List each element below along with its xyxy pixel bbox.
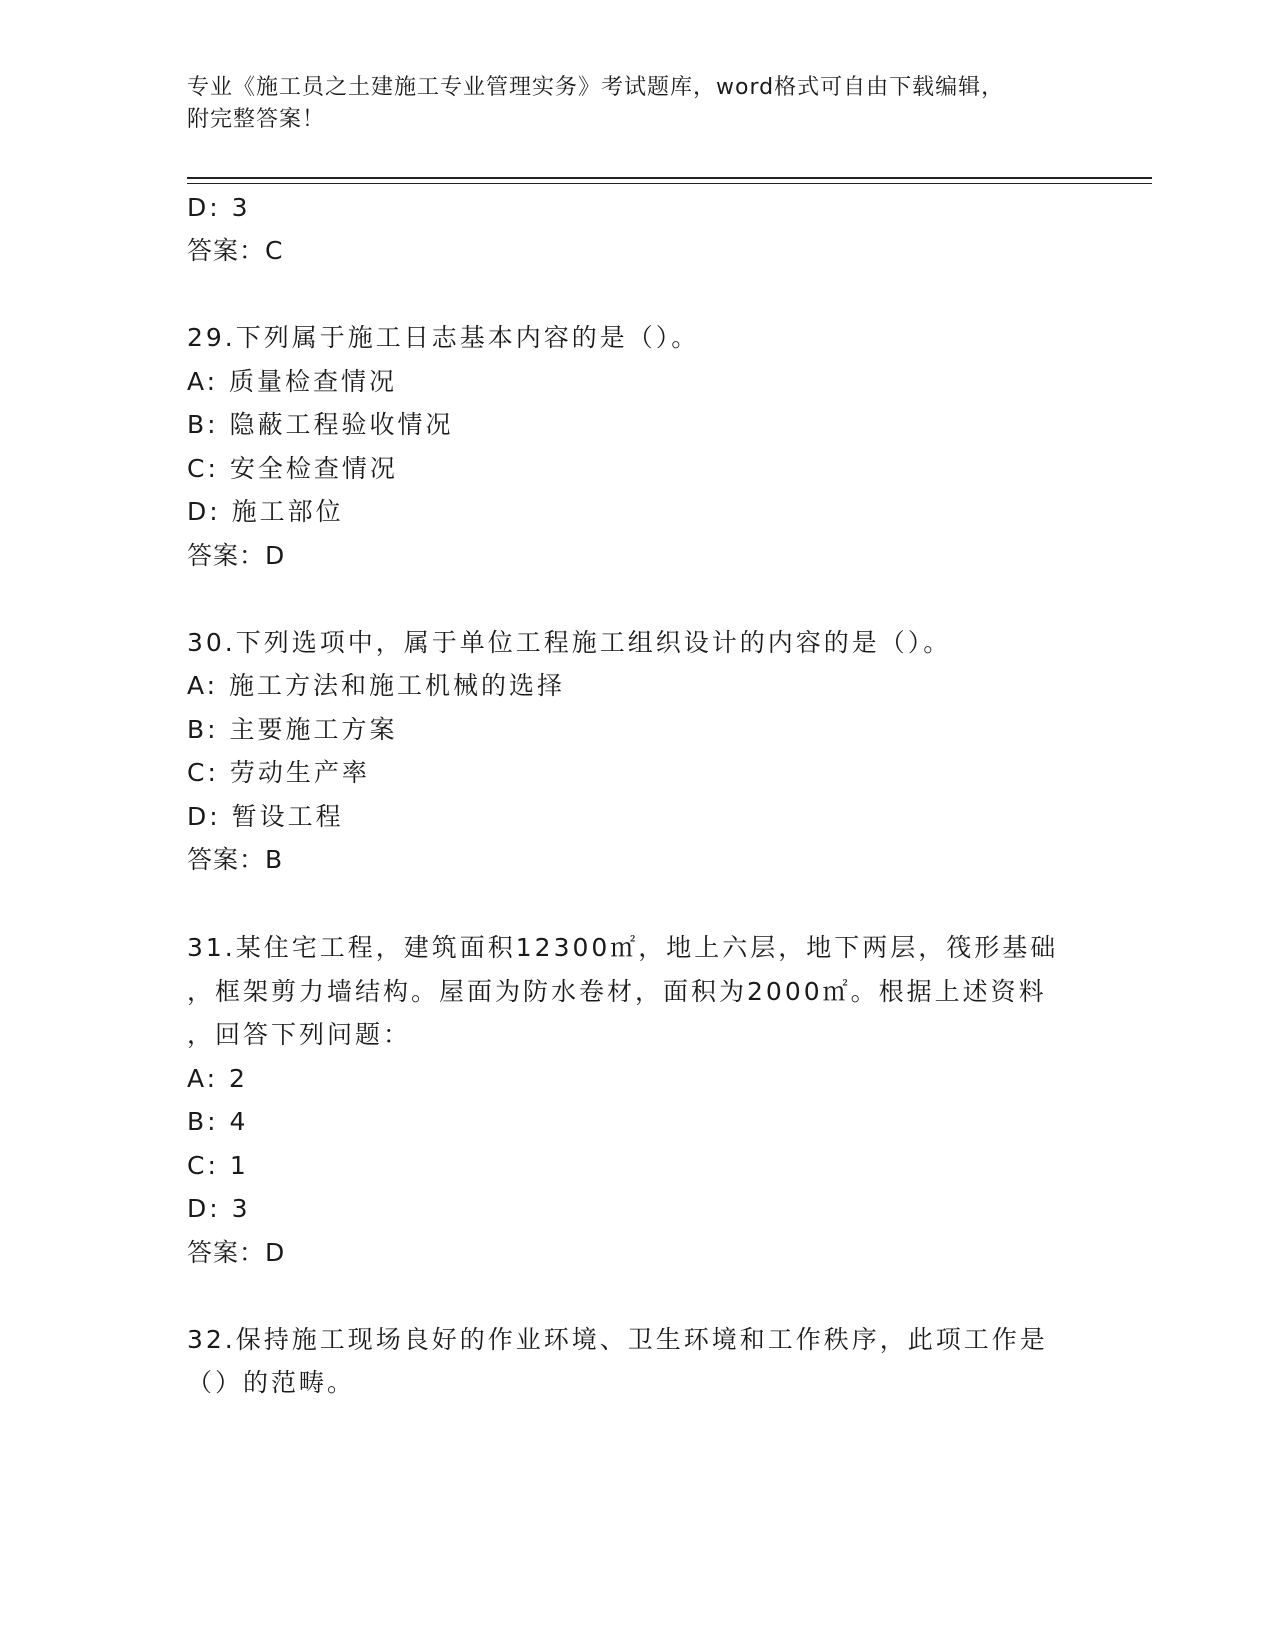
question-31-option-d: D: 3	[187, 1194, 251, 1223]
question-31-stem-line-3: ，回答下列问题：	[187, 1020, 412, 1049]
header-subtitle-line: 附完整答案！	[187, 107, 326, 132]
question-31-option-c: C: 1	[187, 1151, 249, 1180]
question-29-option-b: B: 隐蔽工程验收情况	[187, 410, 454, 439]
header-title-line: 专业《施工员之土建施工专业管理实务》考试题库，word格式可自由下载编辑，	[187, 75, 1005, 100]
question-32-stem-line-2: （）的范畴。	[187, 1368, 356, 1397]
question-30-option-c: C: 劳动生产率	[187, 758, 370, 787]
question-29-answer: 答案：D	[187, 541, 286, 570]
question-31-option-b: B: 4	[187, 1107, 249, 1136]
question-30-stem: 30.下列选项中，属于单位工程施工组织设计的内容的是（）。	[187, 628, 952, 657]
question-30-answer: 答案：B	[187, 845, 284, 874]
prev-answer: 答案：C	[187, 236, 284, 265]
question-31-option-a: A: 2	[187, 1064, 248, 1093]
header-divider-thick	[187, 177, 1152, 179]
question-31-stem-line-2: ，框架剪力墙结构。屋面为防水卷材，面积为2000㎡。根据上述资料	[187, 977, 1047, 1006]
question-31-stem-line-1: 31.某住宅工程，建筑面积12300㎡，地上六层，地下两层，筏形基础	[187, 933, 1059, 962]
question-31-answer: 答案：D	[187, 1238, 286, 1267]
question-30-option-d: D: 暂设工程	[187, 802, 344, 831]
question-29-option-a: A: 质量检查情况	[187, 367, 398, 396]
question-30-option-a: A: 施工方法和施工机械的选择	[187, 671, 566, 700]
question-29-option-c: C: 安全检查情况	[187, 454, 398, 483]
prev-option-d: D: 3	[187, 193, 251, 222]
question-29-stem: 29.下列属于施工日志基本内容的是（）。	[187, 323, 700, 352]
header-divider-thin	[187, 183, 1152, 184]
question-29-option-d: D: 施工部位	[187, 497, 344, 526]
question-30-option-b: B: 主要施工方案	[187, 715, 398, 744]
question-32-stem-line-1: 32.保持施工现场良好的作业环境、卫生环境和工作秩序，此项工作是	[187, 1325, 1048, 1354]
document-header	[187, 72, 1087, 136]
